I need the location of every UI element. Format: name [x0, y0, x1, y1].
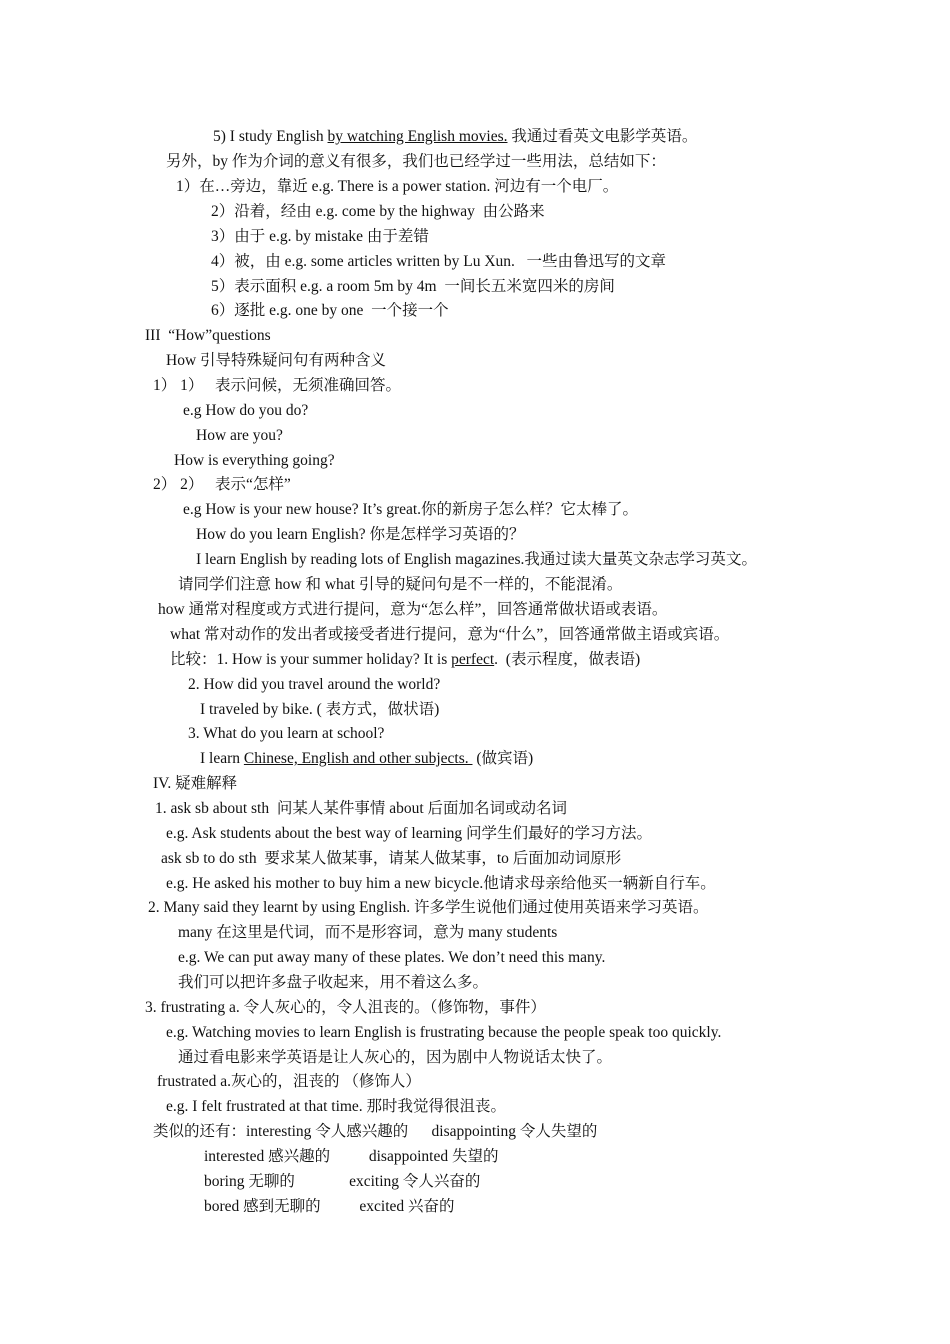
section-heading: III “How”questions — [145, 327, 271, 344]
comparison-line: 2. How did you travel around the world? — [188, 676, 441, 693]
section-heading: IV. 疑难解释 — [153, 775, 238, 792]
paragraph-line: frustrated a.灰心的，沮丧的 （修饰人） — [157, 1073, 421, 1090]
paragraph-line: how 通常对程度或方式进行提问，意为“怎么样”，回答通常做状语或表语。 — [158, 601, 668, 618]
paragraph-line: many 在这里是代词，而不是形容词，意为 many students — [178, 924, 558, 941]
paragraph-line: ask sb to do sth 要求某人做某事，请某人做某事，to 后面加动词原形 — [161, 850, 622, 867]
paragraph-line: How 引导特殊疑问句有两种含义 — [166, 352, 387, 369]
list-item: 2. Many said they learnt by using English. 许多学生说他们通过使用英语来学习英语。 — [148, 899, 709, 916]
word-pair-line: interested 感兴趣的 disappointed 失望的 — [204, 1148, 499, 1165]
comparison-line: 3. What do you learn at school? — [188, 725, 385, 742]
word-pair-line: bored 感到无聊的 excited 兴奋的 — [204, 1198, 455, 1215]
underlined-phrase: Chinese, English and other subjects. — [243, 750, 473, 767]
list-item: 1. ask sb about sth 问某人某件事情 about 后面加名词或动名词 — [155, 800, 568, 817]
usage-item: 4）被，由 e.g. some articles written by Lu Xun. 一些由鲁迅写的文章 — [211, 253, 667, 270]
example-line: e.g. I felt frustrated at that time. 那时我觉得很沮丧。 — [166, 1098, 507, 1115]
example-line: How do you learn English? 你是怎样学习英语的？ — [196, 526, 525, 543]
comparison-line: I traveled by bike. ( 表方式，做状语) — [200, 701, 440, 718]
example-line: 我们可以把许多盘子收起来，用不着这么多。 — [178, 974, 489, 991]
list-item: 1） 1） 表示问候，无须准确回答。 — [153, 377, 402, 394]
usage-item: 1）在…旁边，靠近 e.g. There is a power station. 河边有一个电厂。 — [176, 178, 619, 195]
example-line: 5) I study English by watching English movies. 我通过看英文电影学英语。 — [213, 128, 698, 145]
example-line: e.g. He asked his mother to buy him a new bicycle.他请求母亲给他买一辆新自行车。 — [166, 875, 716, 892]
comparison-line: 比较：1. How is your summer holiday? It is perfect. (表示程度，做表语) — [170, 651, 641, 668]
underlined-phrase: perfect — [451, 651, 495, 668]
example-line: e.g. We can put away many of these plates. We don’t need this many. — [178, 949, 606, 966]
list-item: 3. frustrating a. 令人灰心的，令人沮丧的。（修饰物，事件） — [145, 999, 546, 1016]
usage-item: 6）逐批 e.g. one by one 一个接一个 — [211, 302, 449, 319]
comparison-line: I learn Chinese, English and other subjects. (做宾语) — [200, 750, 534, 767]
usage-item: 3）由于 e.g. by mistake 由于差错 — [211, 228, 429, 245]
paragraph-line: 类似的还有：interesting 令人感兴趣的 disappointing 令人失望的 — [153, 1123, 598, 1140]
example-line: e.g. Watching movies to learn English is frustrating because the people speak too quickly. — [166, 1024, 722, 1041]
example-line: e.g How do you do? — [183, 402, 309, 419]
example-line: How are you? — [196, 427, 283, 444]
word-pair-line: boring 无聊的 exciting 令人兴奋的 — [204, 1173, 481, 1190]
example-line: e.g. Ask students about the best way of learning 问学生们最好的学习方法。 — [166, 825, 653, 842]
usage-item: 5）表示面积 e.g. a room 5m by 4m 一间长五米宽四米的房间 — [211, 278, 615, 295]
example-line: I learn English by reading lots of English magazines.我通过读大量英文杂志学习英文。 — [196, 551, 757, 568]
intro-paragraph: 另外，by 作为介词的意义有很多，我们也已经学过一些用法，总结如下： — [166, 153, 666, 170]
example-line: 通过看电影来学英语是让人灰心的，因为剧中人物说话太快了。 — [178, 1049, 613, 1066]
example-line: How is everything going? — [174, 452, 335, 469]
usage-item: 2）沿着，经由 e.g. come by the highway 由公路来 — [211, 203, 545, 220]
underlined-phrase: by watching English movies. — [327, 128, 508, 145]
paragraph-line: 请同学们注意 how 和 what 引导的疑问句是不一样的，不能混淆。 — [178, 576, 623, 593]
list-item: 2） 2） 表示“怎样” — [153, 476, 291, 493]
example-line: e.g How is your new house? It’s great.你的新房子怎么样？它太棒了。 — [183, 501, 639, 518]
paragraph-line: what 常对动作的发出者或接受者进行提问，意为“什么”，回答通常做主语或宾语。 — [170, 626, 730, 643]
